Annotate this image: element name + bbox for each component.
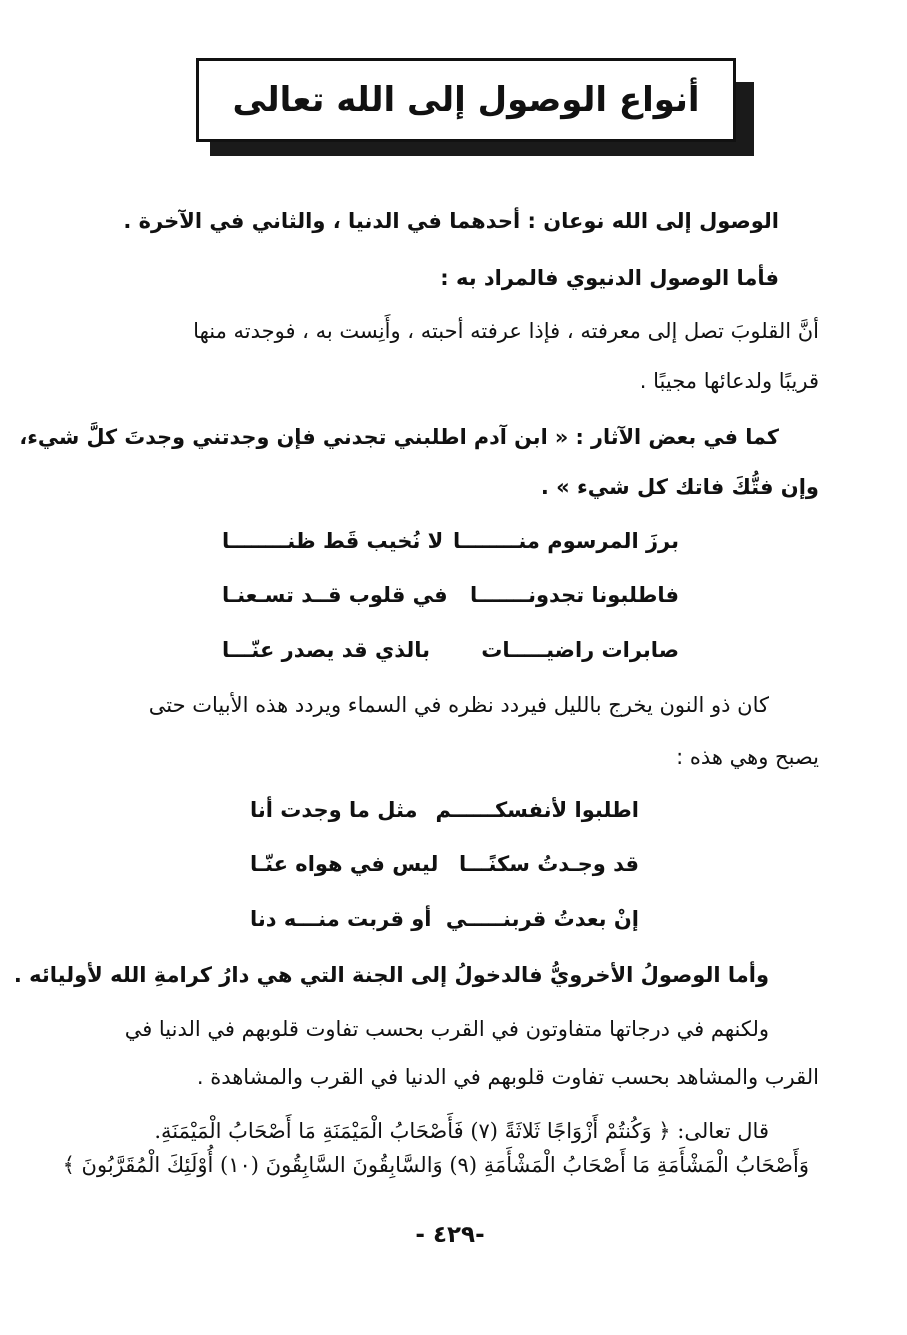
poem1-line2-right: فاطلبونا تجدونـــــــا (469, 583, 679, 607)
poem1-line1-right: برزَ المرسوم منــــــــا (453, 529, 679, 553)
poem1-line3-left: بالذي قد يصدر عنّـــا (222, 638, 430, 662)
paragraph-degrees-line-1: ولكنهم في درجاتها متفاوتون في القرب بحسب تفاوت قلوبهم في الدنيا في (124, 1017, 769, 1041)
poem2-line2-left: ليس في هواه عنّـا (250, 852, 439, 876)
paragraph-worldly-heading: فأما الوصول الدنيوي فالمراد به : (440, 266, 779, 290)
paragraph-two-kinds: الوصول إلى الله نوعان : أحدهما في الدنيا ، والثاني في الآخرة . (123, 209, 779, 233)
poem2-line2-right: قد وجـدتُ سكنًـــا (459, 852, 639, 876)
title-box (196, 58, 736, 142)
paragraph-athar-line-2: وإن فتُّكَ فاتك كل شيء » . (540, 475, 819, 499)
paragraph-hereafter: وأما الوصولُ الأخرويُّ فالدخولُ إلى الجنة التي هي دارُ كرامةِ الله لأوليائه . (13, 963, 769, 987)
poem1-line3-right: صابرات راضيـــــات (481, 638, 679, 662)
quran-verse-line-1: قال تعالى: ﴿ وَكُنتُمْ أَزْوَاجًا ثَلاثَةً (٧) فَأَصْحَابُ الْمَيْمَنَةِ مَا أَصْحَابُ الْمَيْمَنَةِ. (154, 1119, 769, 1143)
poem2-line1-right: اطلبوا لأنفسكــــــم (435, 798, 639, 822)
paragraph-hearts-line-2: قريبًا ولدعائها مجيبًا . (639, 369, 819, 393)
poem2-line3-right: إنْ بعدتُ قربنـــــي (445, 907, 639, 931)
page-title: أنواع الوصول إلى الله تعالى (232, 80, 700, 120)
poem2-line3-left: أو قربت منـــه دنا (250, 907, 432, 931)
poem1-line2-left: في قلوب قــد تسـعنـا (222, 583, 448, 607)
paragraph-dhun-nun-line-2: يصبح وهي هذه : (676, 745, 819, 769)
poem2-line1-left: مثل ما وجدت أنا (250, 798, 418, 822)
paragraph-degrees-line-2: القرب والمشاهد بحسب تفاوت قلوبهم في الدنيا في القرب والمشاهدة . (196, 1065, 819, 1089)
paragraph-athar-line-1: كما في بعض الآثار : « ابن آدم اطلبني تجدني فإن وجدتني وجدتَ كلَّ شيء، (19, 425, 779, 449)
poem1-line1-left: لا نُخيب قَط ظنــــــــا (222, 529, 444, 553)
page-number: - ٤٢٩- (415, 1222, 485, 1248)
quran-verse-line-2: وَأَصْحَابُ الْمَشْأَمَةِ مَا أَصْحَابُ الْمَشْأَمَةِ (٩) وَالسَّابِقُونَ السَّابِقُونَ (١٠) أُوْلَئِكَ الْمُقَرَّبُونَ ﴾ (62, 1153, 809, 1177)
paragraph-dhun-nun-line-1: كان ذو النون يخرج بالليل فيردد نظره في السماء ويردد هذه الأبيات حتى (148, 693, 769, 717)
paragraph-hearts-line-1: أنَّ القلوبَ تصل إلى معرفته ، فإذا عرفته أحبته ، وأَنِست به ، فوجدته منها (193, 319, 819, 343)
